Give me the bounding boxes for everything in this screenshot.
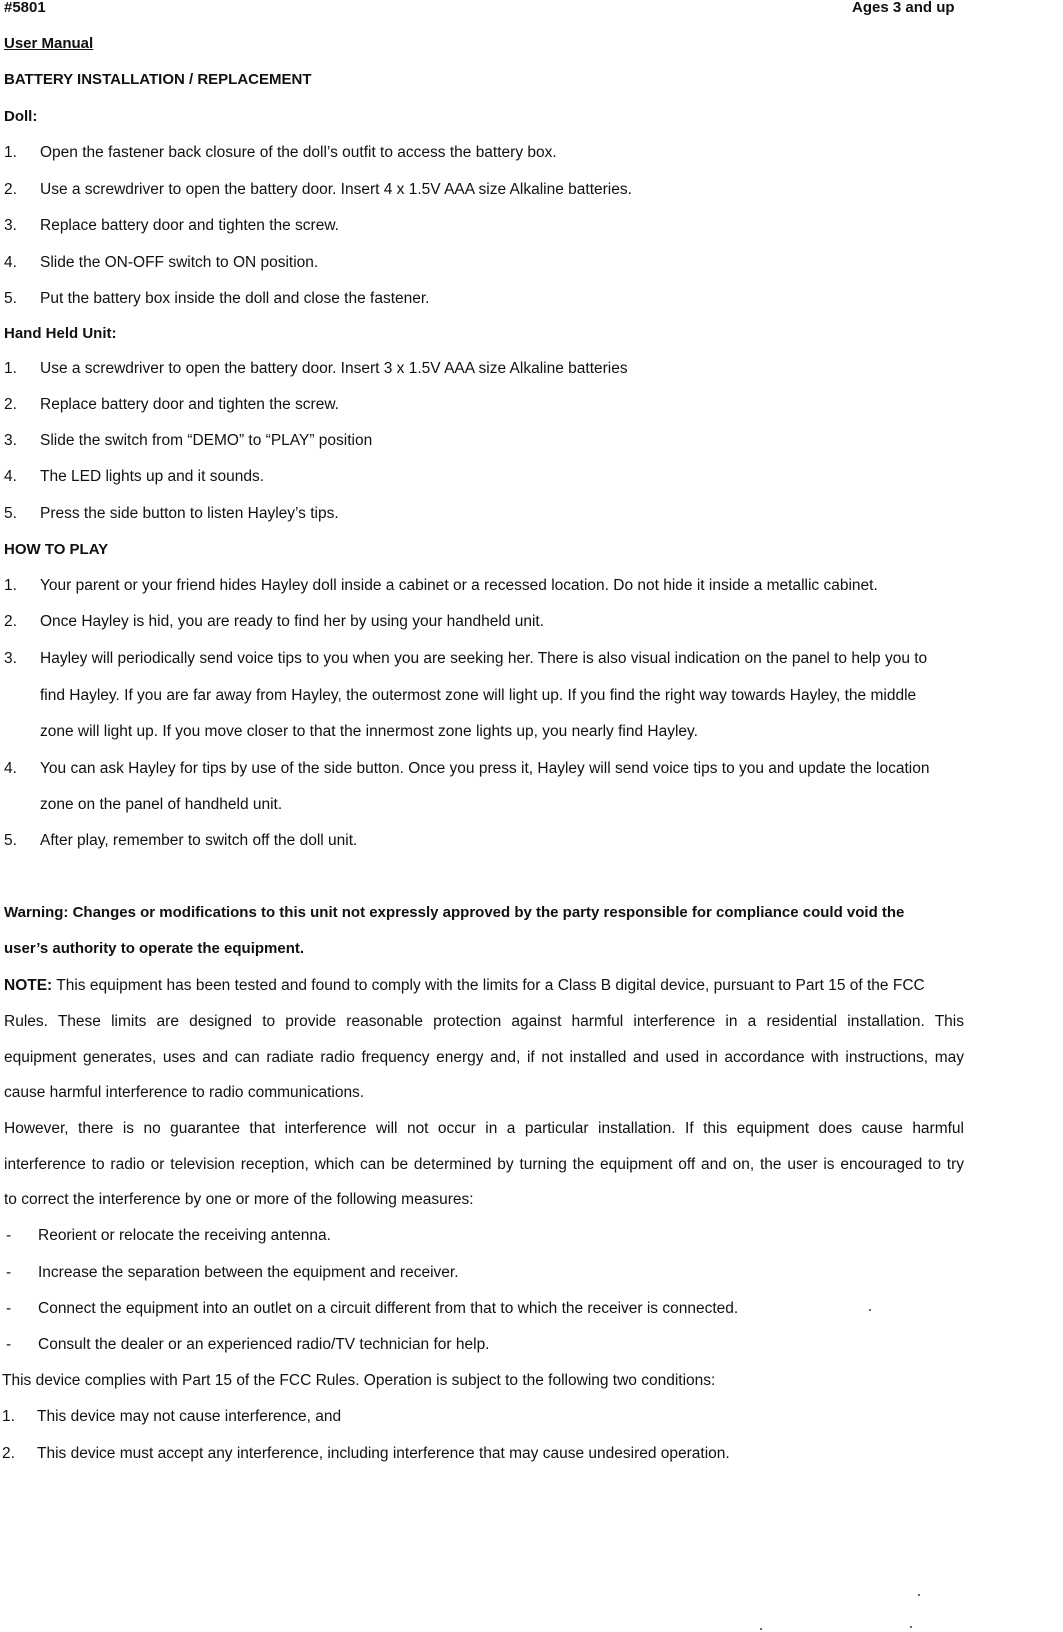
how-to-play-heading: HOW TO PLAY xyxy=(4,541,109,558)
step-number: 1. xyxy=(4,577,17,594)
note-text: cause harmful interference to radio communications. xyxy=(4,1084,365,1101)
note-first-line xyxy=(4,978,925,994)
condition-text: This device may not cause interference, and xyxy=(37,1408,342,1425)
step-text: You can ask Hayley for tips by use of the side button. Once you press it, Hayley will send voice tips to you and update the location xyxy=(40,760,930,777)
condition-number: 1. xyxy=(2,1408,15,1425)
step-text: After play, remember to switch off the doll unit. xyxy=(40,832,358,849)
step-text: Slide the switch from “DEMO” to “PLAY” position xyxy=(40,432,373,449)
step-text: find Hayley. If you are far away from Hayley, the outermost zone will light up. If you find the right way towards Hayley, the middle xyxy=(40,687,917,704)
age-label: Ages 3 and up xyxy=(852,0,955,16)
step-number: 2. xyxy=(4,613,17,630)
hand-held-heading: Hand Held Unit: xyxy=(4,325,117,342)
bullet: - xyxy=(6,1336,12,1353)
step-text: Your parent or your friend hides Hayley doll inside a cabinet or a recessed location. Do not hide it inside a metallic cabinet. xyxy=(40,577,878,594)
step-number: 4. xyxy=(4,468,17,485)
condition-number: 2. xyxy=(2,1445,15,1462)
step-number: 3. xyxy=(4,217,17,234)
step-number: 5. xyxy=(4,290,17,307)
step-number: 3. xyxy=(4,432,17,449)
note-text: Rules. These limits are designed to provide reasonable protection against harmful interference in a residential installation. This xyxy=(4,1013,964,1030)
step-number: 5. xyxy=(4,832,17,849)
doll-heading: Doll: xyxy=(4,108,38,125)
model-number: #5801 xyxy=(4,0,46,16)
however-text: interference to radio or television reception, which can be determined by turning the equipment off and on, the user is encouraged to try xyxy=(4,1156,964,1173)
measure-text: Consult the dealer or an experienced radio/TV technician for help. xyxy=(38,1336,490,1353)
step-text: Slide the ON-OFF switch to ON position. xyxy=(40,254,319,271)
step-text: zone on the panel of handheld unit. xyxy=(40,796,283,813)
note-text: equipment generates, uses and can radiate radio frequency energy and, if not installed and used in accordance with instructions, may xyxy=(4,1049,964,1066)
scan-speck xyxy=(910,1626,912,1628)
measure-text: Reorient or relocate the receiving antenna. xyxy=(38,1227,331,1244)
step-number: 1. xyxy=(4,360,17,377)
however-text: to correct the interference by one or more of the following measures: xyxy=(4,1191,474,1208)
step-text: Put the battery box inside the doll and close the fastener. xyxy=(40,290,430,307)
measure-text: Increase the separation between the equipment and receiver. xyxy=(38,1264,459,1281)
step-number: 3. xyxy=(4,650,17,667)
battery-heading: BATTERY INSTALLATION / REPLACEMENT xyxy=(4,71,312,88)
step-text: Use a screwdriver to open the battery door. Insert 3 x 1.5V AAA size Alkaline batteries xyxy=(40,360,628,377)
scan-speck xyxy=(760,1628,762,1630)
step-number: 2. xyxy=(4,396,17,413)
however-text: However, there is no guarantee that interference will not occur in a particular installation. If this equipment does cause harmful xyxy=(4,1120,964,1137)
note-text: This equipment has been tested and found to comply with the limits for a Class B digital device, pursuant to Part 15 of the FCC xyxy=(56,977,925,994)
step-text: Replace battery door and tighten the screw. xyxy=(40,217,339,234)
step-number: 4. xyxy=(4,254,17,271)
step-text: Use a screwdriver to open the battery door. Insert 4 x 1.5V AAA size Alkaline batteries. xyxy=(40,181,632,198)
bullet: - xyxy=(6,1264,12,1281)
compliance-intro: This device complies with Part 15 of the FCC Rules. Operation is subject to the following two conditions: xyxy=(2,1372,716,1389)
step-text: Once Hayley is hid, you are ready to find her by using your handheld unit. xyxy=(40,613,545,630)
page-title: User Manual xyxy=(4,35,94,52)
measure-text: Connect the equipment into an outlet on a circuit different from that to which the receiver is connected. xyxy=(38,1300,739,1317)
scan-speck xyxy=(869,1309,871,1311)
warning-text: user’s authority to operate the equipment. xyxy=(4,940,305,957)
bullet: - xyxy=(6,1300,12,1317)
step-number: 2. xyxy=(4,181,17,198)
scan-speck xyxy=(918,1594,920,1596)
step-text: Press the side button to listen Hayley’s tips. xyxy=(40,505,339,522)
condition-text: This device must accept any interference, including interference that may cause undesired operation. xyxy=(37,1445,730,1462)
warning-text: Warning: Changes or modifications to this unit not expressly approved by the party responsible for compliance could void the xyxy=(4,904,905,921)
step-text: Open the fastener back closure of the doll’s outfit to access the battery box. xyxy=(40,144,557,161)
step-text: zone will light up. If you move closer to that the innermost zone lights up, you nearly find Hayley. xyxy=(40,723,698,740)
step-number: 5. xyxy=(4,505,17,522)
step-text: Hayley will periodically send voice tips to you when you are seeking her. There is also visual indication on the panel to help you to xyxy=(40,650,928,667)
step-number: 1. xyxy=(4,144,17,161)
step-text: Replace battery door and tighten the screw. xyxy=(40,396,339,413)
step-text: The LED lights up and it sounds. xyxy=(40,468,265,485)
note-label: NOTE: xyxy=(4,977,53,994)
step-number: 4. xyxy=(4,760,17,777)
bullet: - xyxy=(6,1227,12,1244)
